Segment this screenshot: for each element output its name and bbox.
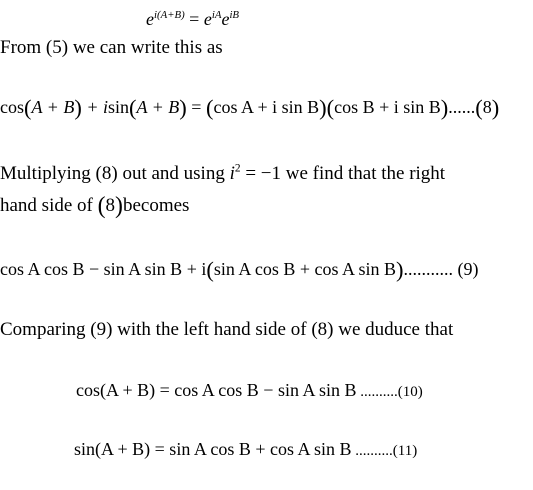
e-base: e (221, 9, 230, 29)
text-after: = −1 we find that the right (240, 163, 446, 184)
paren: ) (319, 94, 327, 120)
text-multiplying (0, 164, 445, 183)
real-part: cos A cos B − sin A sin B + i (0, 259, 207, 279)
text-hand-side (0, 192, 190, 219)
exponent: 2 (234, 162, 241, 175)
plus-i: + i (81, 97, 108, 117)
paren: ( (205, 94, 214, 120)
paren: ( (128, 94, 137, 120)
cos-function: cos (0, 97, 24, 117)
text-before: hand side of (0, 195, 98, 216)
paren: ( (24, 94, 32, 120)
exponent: iA (211, 8, 222, 21)
equals: = (186, 97, 206, 117)
e-base: e (203, 9, 212, 29)
paren: ) (396, 256, 404, 282)
exponent: iB (229, 8, 240, 21)
equation-label: 8 (482, 97, 492, 117)
factor-2: cos B + i sin B (334, 97, 441, 117)
paren: ) (115, 192, 123, 219)
imaginary-part: sin A cos B + cos A sin B (213, 259, 397, 279)
paren: ( (97, 192, 106, 219)
equation-label: ..........(11) (351, 443, 418, 459)
paren: ( (326, 94, 335, 120)
equation-label: 8 (105, 195, 116, 216)
equation-label: ........... (9) (403, 259, 479, 279)
cos-sum-formula: cos(A + B) = cos A cos B − sin A sin B (76, 380, 357, 400)
paren: ) (74, 94, 82, 120)
equals: = (184, 9, 204, 29)
text-after: becomes (122, 195, 190, 216)
sin-sum-formula: sin(A + B) = sin A cos B + cos A sin B (74, 439, 352, 459)
equation-9 (0, 256, 479, 282)
equation-8 (0, 94, 500, 120)
equation-euler-sum (146, 10, 239, 28)
exponent: i(A+B) (154, 8, 185, 21)
leader-dots: ...... (448, 97, 476, 117)
equation-label: ..........(10) (356, 384, 423, 400)
text-from-5: From (5) we can write this as (0, 37, 223, 58)
argument: A + B (31, 97, 75, 117)
equation-11 (74, 440, 417, 459)
i-symbol: i (229, 163, 235, 184)
paren: ( (475, 94, 483, 120)
argument: A + B (136, 97, 180, 117)
text-comparing: Comparing (9) with the left hand side of (8) we duduce that (0, 319, 454, 340)
sin-function: sin (107, 97, 129, 117)
paren: ( (206, 256, 214, 282)
paren: ) (440, 94, 449, 120)
paren: ) (179, 94, 187, 120)
text-before: Multiplying (8) out and using (0, 163, 230, 184)
factor-1: cos A + i sin B (213, 97, 320, 117)
e-base: e (146, 9, 154, 29)
equation-10 (76, 381, 423, 400)
paren: ) (491, 94, 500, 120)
